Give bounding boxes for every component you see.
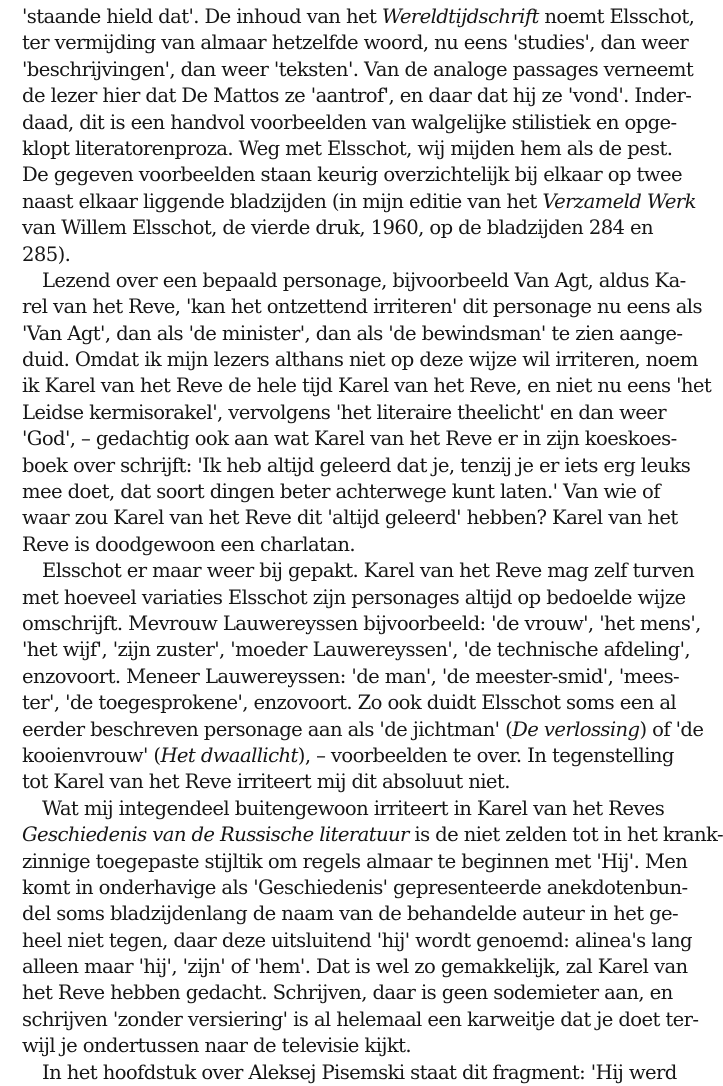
text-line [22, 980, 673, 1006]
text-segment: del soms bladzijdenlang de naam van de behandelde auteur in het ge- [22, 902, 679, 926]
text-segment: Leidse kermisorakel', vervolgens 'het literaire theelicht' en dan weer [22, 400, 667, 424]
text-line [22, 901, 679, 927]
text-line [22, 479, 660, 505]
paragraph [22, 4, 696, 268]
text-line [22, 242, 630, 268]
text-segment: De gegeven voorbeelden staan keurig overzichtelijk bij elkaar op twee [22, 163, 682, 187]
italic-title: Het dwaallicht [160, 743, 298, 767]
text-line [22, 4, 695, 30]
paragraph [22, 558, 704, 796]
page-text-body [22, 4, 723, 1086]
text-segment: Wat mij integendeel buitengewoon irriteert in Karel van het Reves [42, 796, 665, 820]
text-line [22, 162, 682, 188]
text-line [22, 637, 691, 663]
text-segment: zinnige toegepaste stijltik om regels almaar te beginnen met 'Hij'. Men [22, 849, 688, 873]
text-line [22, 532, 630, 558]
text-segment: klopt literatorenproza. Weg met Elsschot, wij mijden hem als de pest. [22, 136, 673, 160]
text-line [22, 558, 695, 584]
text-line [22, 347, 698, 373]
text-segment: duid. Omdat ik mijn lezers althans niet op deze wijze wil irriteren, noem [22, 348, 698, 372]
text-line [22, 1060, 677, 1086]
text-line [22, 849, 688, 875]
text-line [22, 189, 696, 215]
text-segment: eerder beschreven personage aan als 'de jichtman' ( [22, 717, 513, 741]
text-segment: Reve is doodgewoon een charlatan. [22, 532, 356, 556]
text-line [22, 664, 680, 690]
text-line [22, 83, 692, 109]
text-line [22, 453, 691, 479]
text-line [22, 136, 673, 162]
text-segment: is de niet zelden tot in het krank- [408, 823, 723, 847]
text-line [22, 875, 688, 901]
text-segment: heel niet tegen, daar deze uitsluitend 'hij' wordt genoemd: alinea's lang [22, 928, 692, 952]
text-segment: 'het wijf', 'zijn zuster', 'moeder Lauwereyssen', 'de technische afdeling', [22, 638, 691, 662]
text-line [22, 928, 692, 954]
text-segment: boek over schrijft: 'Ik heb altijd geleerd dat je, tenzij je er iets erg leuks [22, 453, 691, 477]
text-segment: rel van het Reve, 'kan het ontzettend irriteren' dit personage nu eens als [22, 295, 702, 319]
text-line [22, 1007, 699, 1033]
text-segment: ) of 'de [639, 717, 704, 741]
text-line [22, 373, 712, 399]
text-segment: 'Van Agt', dan als 'de minister', dan als 'de bewindsman' te zien aange- [22, 321, 683, 345]
text-line [22, 611, 701, 637]
italic-title: Geschiedenis van de Russische literatuur [22, 823, 409, 847]
text-segment: met hoeveel variaties Elsschot zijn personages altijd op bedoelde wijze [22, 585, 686, 609]
text-segment: daad, dit is een handvol voorbeelden van walgelijke stilistiek en opge- [22, 110, 677, 134]
text-line [22, 110, 677, 136]
text-line [22, 215, 654, 241]
text-line [22, 954, 688, 980]
text-line [22, 57, 694, 83]
text-segment: Lezend over een bepaald personage, bijvoorbeeld Van Agt, aldus Ka- [42, 268, 686, 292]
text-segment: 285). [22, 242, 71, 266]
text-segment: ), – voorbeelden te over. In tegenstelling [297, 743, 674, 767]
text-segment: tot Karel van het Reve irriteert mij dit absoluut niet. [22, 770, 510, 794]
text-segment: naast elkaar liggende bladzijden (in mijn editie van het [22, 189, 543, 213]
text-segment: wijl je ondertussen naar de televisie kijkt. [22, 1034, 412, 1058]
text-segment: 'God', – gedachtig ook aan wat Karel van het Reve er in zijn koeskoes- [22, 427, 677, 451]
text-line [22, 400, 667, 426]
text-segment: kooienvrouw' ( [22, 743, 161, 767]
text-line [22, 796, 665, 822]
text-line [22, 690, 677, 716]
text-segment: In het hoofdstuk over Aleksej Pisemski staat dit fragment: 'Hij werd [42, 1060, 677, 1084]
text-line [22, 822, 723, 848]
text-segment: het Reve hebben gedacht. Schrijven, daar is geen sodemieter aan, en [22, 981, 673, 1005]
text-line [22, 268, 686, 294]
text-line [22, 321, 683, 347]
text-segment: 'staande hield dat'. De inhoud van het [22, 5, 382, 28]
text-line [22, 505, 678, 531]
text-segment: omschrijft. Mevrouw Lauwereyssen bijvoorbeeld: 'de vrouw', 'het mens', [22, 611, 701, 635]
paragraph [22, 268, 712, 558]
text-segment: enzovoort. Meneer Lauwereyssen: 'de man', 'de meester-smid', 'mees- [22, 664, 680, 688]
text-segment: mee doet, dat soort dingen beter achterwege kunt laten.' Van wie of [22, 480, 660, 504]
text-line [22, 294, 702, 320]
text-line [22, 717, 704, 743]
text-line [22, 426, 677, 452]
text-segment: noemt Elsschot, [538, 5, 695, 28]
text-segment: van Willem Elsschot, de vierde druk, 1960, op de bladzijden 284 en [22, 216, 654, 240]
text-segment: Elsschot er maar weer bij gepakt. Karel van het Reve mag zelf turven [42, 559, 695, 583]
text-line [22, 743, 674, 769]
text-segment: de lezer hier dat De Mattos ze 'aantrof', en daar dat hij ze 'vond'. Inder- [22, 84, 692, 108]
text-line [22, 1033, 630, 1059]
italic-title: Wereldtijdschrift [381, 5, 539, 28]
text-segment: ter', 'de toegesprokene', enzovoort. Zo ook duidt Elsschot soms een al [22, 691, 677, 715]
text-segment: ik Karel van het Reve de hele tijd Karel van het Reve, en niet nu eens 'het [22, 374, 712, 398]
text-segment: 'beschrijvingen', dan weer 'teksten'. Van de analoge passages verneemt [22, 57, 694, 81]
italic-title: Verzameld Werk [542, 189, 696, 213]
paragraph [22, 1060, 677, 1086]
text-segment: ter vermijding van almaar hetzelfde woord, nu eens 'studies', dan weer [22, 31, 689, 55]
text-segment: alleen maar 'hij', 'zijn' of 'hem'. Dat is wel zo gemakkelijk, zal Karel van [22, 955, 688, 979]
text-segment: komt in onderhavige als 'Geschiedenis' gepresenteerde anekdotenbun- [22, 875, 688, 899]
paragraph [22, 796, 723, 1060]
text-segment: schrijven 'zonder versiering' is al helemaal een karweitje dat je doet ter- [22, 1007, 699, 1031]
text-line [22, 769, 630, 795]
text-segment: waar zou Karel van het Reve dit 'altijd geleerd' hebben? Karel van het [22, 506, 678, 530]
text-line [22, 30, 689, 56]
text-line [22, 585, 686, 611]
italic-title: De verlossing [512, 717, 640, 741]
